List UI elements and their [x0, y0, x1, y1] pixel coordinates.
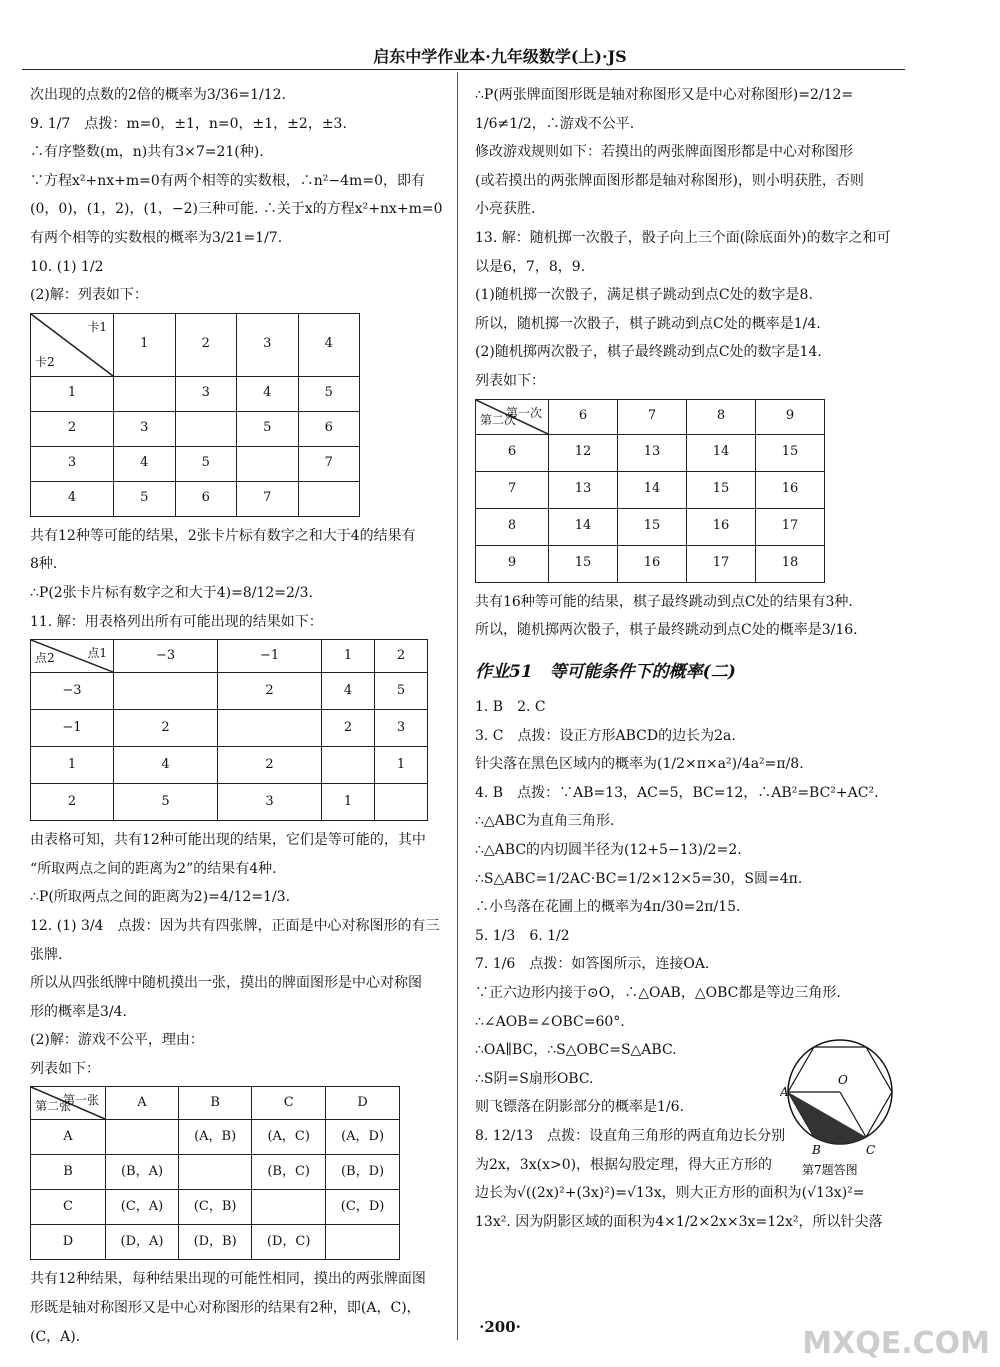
label-O: O — [838, 1073, 848, 1087]
header-cell: 2 — [375, 640, 428, 673]
table-cell — [114, 673, 218, 710]
label-B: B — [812, 1143, 821, 1157]
table-cell: 17 — [687, 545, 756, 582]
table-cell: 15 — [549, 545, 618, 582]
table-row — [476, 508, 825, 545]
text-line: (1)随机掷一次骰子，满足棋子跳动到点C处的数字是8. — [475, 287, 813, 304]
table-cell — [322, 747, 375, 784]
text-line: ∴S△ABC=1/2AC·BC=1/2×12×5=30，S圆=4π. — [475, 870, 803, 887]
header-cell: 1 — [114, 313, 176, 376]
text-line: ∴∠AOB=∠OBC=60°. — [475, 1013, 625, 1030]
text-line: 13x². 因为阴影区域的面积为4×1/2×2x×3x=12x²，所以针尖落 — [475, 1213, 883, 1230]
table-cell: 4 — [237, 376, 299, 411]
text-line: (0，0)，(1，2)，(1，−2)三种可能. ∴关于x的方程x²+nx+m=0 — [30, 201, 443, 218]
figure-7 — [780, 1032, 900, 1186]
table-cell: 9 — [476, 545, 549, 582]
table-cell: 5 — [175, 446, 237, 481]
table-cell: (B，A) — [106, 1155, 179, 1190]
table-cell: 16 — [618, 545, 687, 582]
text-line: ∴小鸟落在花圃上的概率为4π/30=2π/15. — [475, 899, 741, 916]
table-cell: (D，B) — [179, 1225, 252, 1260]
table-12-wrap — [30, 1086, 450, 1260]
header-cell: 1 — [322, 640, 375, 673]
table-cell — [375, 784, 428, 821]
text-line: 3. C 点拨：设正方形ABCD的边长为2a. — [475, 727, 736, 744]
table-cell: 17 — [756, 508, 825, 545]
text-line: 4. B 点拨：∵AB=13，AC=5，BC=12，∴AB²=BC²+AC². — [475, 784, 879, 801]
text-line: 小亮获胜. — [475, 201, 536, 218]
table-cell: 14 — [549, 508, 618, 545]
text-line: 形既是轴对称图形又是中心对称图形的结果有2种，即(A，C)， — [30, 1300, 421, 1317]
text-line: 8. 12/13 点拨：设直角三角形的两直角边长分别 — [475, 1127, 786, 1144]
table-cell: 3 — [114, 411, 176, 446]
table-cell — [252, 1190, 326, 1225]
table-cell: 3 — [375, 710, 428, 747]
text-line: 以是6，7，8，9. — [475, 258, 586, 275]
table-cell: 2 — [31, 411, 114, 446]
table-cell: 5 — [114, 784, 218, 821]
text-line: ∴S阴=S扇形OBC. — [475, 1070, 594, 1087]
table-cell: C — [31, 1190, 106, 1225]
text-line: 11. 解：用表格列出所有可能出现的结果如下： — [30, 613, 323, 630]
left-block-1 — [30, 82, 450, 309]
text-line: ∴OA∥BC，∴S△OBC=S△ABC. — [475, 1042, 677, 1059]
left-block-4 — [30, 1266, 450, 1350]
table-row — [31, 1120, 400, 1155]
table-cell: 15 — [756, 434, 825, 471]
text-line: 有两个相等的实数根的概率为3/21=1/7. — [30, 229, 283, 246]
text-line: 10. (1) 1/2 — [30, 258, 104, 275]
header-cell: 4 — [298, 313, 360, 376]
table-cell: (C，B) — [179, 1190, 252, 1225]
left-column — [30, 80, 450, 1352]
figure-caption: 第7题答图 — [802, 1163, 858, 1177]
hexagon-circle-figure — [780, 1032, 900, 1182]
page-number: ·200· — [479, 1318, 521, 1336]
table-t13 — [475, 399, 825, 583]
table-cell: (D，C) — [252, 1225, 326, 1260]
header-cell: B — [179, 1087, 252, 1120]
table-row — [31, 1190, 400, 1225]
header-rule — [22, 69, 905, 70]
table-row — [31, 784, 428, 821]
table-cell: D — [31, 1225, 106, 1260]
header-cell: 2 — [175, 313, 237, 376]
table-cell: 14 — [618, 471, 687, 508]
column-head-label: 第一次 — [505, 405, 542, 420]
text-line: ∴P(两张牌面图形既是轴对称图形又是中心对称图形)=2/12= — [475, 87, 854, 103]
text-line: 次出现的点数的2倍的概率为3/36=1/12. — [30, 87, 286, 103]
text-line: 形的概率是3/4. — [30, 1003, 127, 1020]
table-cell — [179, 1155, 252, 1190]
table-row — [31, 747, 428, 784]
table-cell — [114, 376, 176, 411]
text-line: 由表格可知，共有12种可能出现的结果，它们是等可能的，其中 — [30, 832, 426, 849]
row-head-label: 点2 — [35, 651, 55, 666]
table-cell — [237, 446, 299, 481]
table-row — [31, 1225, 400, 1260]
table-cell: 1 — [31, 747, 114, 784]
text-line: (2)解：列表如下： — [30, 287, 148, 304]
text-line: ∵正六边形内接于⊙O，∴△OAB，△OBC都是等边三角形. — [475, 984, 841, 1001]
table-row — [31, 673, 428, 710]
column-head-label: 第一张 — [62, 1093, 99, 1108]
text-line: (或若摸出的两张牌面图形都是轴对称图形)，则小明获胜，否则 — [475, 172, 864, 189]
table-cell: 6 — [476, 434, 549, 471]
text-line: 为2x，3x(x>0)，根据勾股定理，得大正方形的 — [475, 1156, 773, 1173]
diagonal-header-cell — [31, 640, 114, 673]
table-cell: 4 — [114, 446, 176, 481]
table-cell: 3 — [218, 784, 322, 821]
text-line: (2)解：游戏不公平，理由： — [30, 1032, 204, 1049]
table-cell: 4 — [114, 747, 218, 784]
table-cell: 6 — [298, 411, 360, 446]
table-cell — [218, 710, 322, 747]
table-cell: 5 — [375, 673, 428, 710]
table-cell: 13 — [549, 471, 618, 508]
table-cell: 12 — [549, 434, 618, 471]
left-block-3 — [30, 827, 450, 1082]
table-cell: 7 — [476, 471, 549, 508]
table-cell: 5 — [114, 481, 176, 516]
diagonal-header-cell — [31, 1087, 106, 1120]
table-13-wrap — [475, 399, 905, 583]
table-row — [31, 481, 360, 516]
row-head-label: 第二张 — [35, 1098, 72, 1113]
text-line: 5. 1/3 6. 1/2 — [475, 927, 570, 944]
table-cell: 14 — [687, 434, 756, 471]
table-cell: 2 — [114, 710, 218, 747]
table-cell: 16 — [687, 508, 756, 545]
table-row — [476, 545, 825, 582]
table-cell: 7 — [298, 446, 360, 481]
table-cell: 3 — [31, 446, 114, 481]
text-line: 列表如下： — [30, 1060, 100, 1077]
table-cell: 15 — [687, 471, 756, 508]
table-row — [31, 1155, 400, 1190]
table-cell: −3 — [31, 673, 114, 710]
table-t10 — [30, 313, 360, 517]
table-cell: (C，A) — [106, 1190, 179, 1225]
table-row — [476, 471, 825, 508]
row-head-label: 卡2 — [35, 354, 55, 369]
table-cell: (C，D) — [326, 1190, 400, 1225]
text-line: 所以，随机掷两次骰子，棋子最终跳动到点C处的概率是3/16. — [475, 622, 858, 639]
header-cell: 6 — [549, 399, 618, 434]
text-line: 1. B 2. C — [475, 699, 546, 716]
watermark: MXQE.COM — [802, 1326, 990, 1361]
header-cell: C — [252, 1087, 326, 1120]
text-line: (C，A). — [30, 1328, 81, 1345]
table-cell: 16 — [756, 471, 825, 508]
table-cell: A — [31, 1120, 106, 1155]
table-t12 — [30, 1086, 400, 1260]
table-cell: 4 — [322, 673, 375, 710]
table-cell — [175, 411, 237, 446]
section-title: 作业51 等可能条件下的概率(二) — [475, 661, 736, 682]
text-line: ∴P(所取两点之间的距离为2)=4/12=1/3. — [30, 889, 291, 906]
text-line: 13. 解：随机掷一次骰子，骰子向上三个面(除底面外)的数字之和可 — [475, 229, 891, 246]
table-cell: 5 — [237, 411, 299, 446]
text-line: 7. 1/6 点拨：如答图所示，连接OA. — [475, 956, 710, 973]
table-cell: (A，B) — [179, 1120, 252, 1155]
table-cell: 6 — [175, 481, 237, 516]
header-cell: D — [326, 1087, 400, 1120]
text-line: 8种. — [30, 556, 58, 573]
text-line: ∵方程x²+nx+m=0有两个相等的实数根，∴n²−4m=0，即有 — [30, 172, 425, 189]
table-cell: 2 — [218, 747, 322, 784]
table-row — [31, 446, 360, 481]
label-A: A — [780, 1085, 789, 1099]
table-cell: 1 — [375, 747, 428, 784]
text-line: ∴有序整数(m，n)共有3×7=21(种). — [30, 144, 264, 161]
header-cell: 8 — [687, 399, 756, 434]
table-10-wrap — [30, 313, 450, 517]
table-cell: 7 — [237, 481, 299, 516]
table-cell: 1 — [322, 784, 375, 821]
diagonal-header-cell — [31, 313, 114, 376]
text-line: 9. 1/7 点拨：m=0，±1，n=0，±1，±2，±3. — [30, 115, 347, 132]
header-cell: −1 — [218, 640, 322, 673]
text-line: 共有12种等可能的结果，2张卡片标有数字之和大于4的结果有 — [30, 527, 416, 544]
column-divider — [457, 72, 458, 1340]
text-line: 12. (1) 3/4 点拨：因为共有四张牌，正面是中心对称图形的有三 — [30, 917, 440, 934]
table-cell: 2 — [322, 710, 375, 747]
table-cell: 8 — [476, 508, 549, 545]
text-line: ∴△ABC为直角三角形. — [475, 813, 615, 830]
text-line: 1/6≠1/2，∴游戏不公平. — [475, 115, 635, 132]
table-cell: (B，C) — [252, 1155, 326, 1190]
row-head-label: 第二次 — [480, 412, 517, 427]
header-cell: −3 — [114, 640, 218, 673]
table-cell: (D，A) — [106, 1225, 179, 1260]
column-head-label: 卡1 — [87, 319, 107, 334]
text-line: 所以从四张纸牌中随机摸出一张，摸出的牌面图形是中心对称图 — [30, 975, 422, 992]
table-row — [31, 710, 428, 747]
table-cell: (B，D) — [326, 1155, 400, 1190]
table-cell: 13 — [618, 434, 687, 471]
text-line: (2)随机掷两次骰子，棋子最终跳动到点C处的数字是14. — [475, 344, 822, 361]
table-cell: 15 — [618, 508, 687, 545]
text-line: 所以，随机掷一次骰子，棋子跳动到点C处的概率是1/4. — [475, 315, 821, 332]
table-cell — [326, 1225, 400, 1260]
text-line: “所取两点之间的距离为2”的结果有4种. — [30, 860, 277, 877]
text-line: 修改游戏规则如下：若摸出的两张牌面图形都是中心对称图形 — [475, 144, 853, 161]
text-line: 边长为√((2x)²+(3x)²)=√13x，则大正方形的面积为(√13x)²= — [475, 1185, 865, 1202]
table-cell: 1 — [31, 376, 114, 411]
column-head-label: 点1 — [87, 646, 107, 661]
table-cell: 5 — [298, 376, 360, 411]
text-line: 针尖落在黑色区域内的概率为(1/2×π×a²)/4a²=π/8. — [475, 756, 804, 773]
table-cell — [106, 1120, 179, 1155]
text-line: 共有16种等可能的结果，棋子最终跳动到点C处的结果有3种. — [475, 593, 853, 610]
table-cell: B — [31, 1155, 106, 1190]
table-t11 — [30, 639, 428, 821]
table-cell: 18 — [756, 545, 825, 582]
left-block-2 — [30, 523, 450, 635]
table-cell — [298, 481, 360, 516]
table-cell: (A，C) — [252, 1120, 326, 1155]
header-cell: A — [106, 1087, 179, 1120]
table-11-wrap — [30, 639, 450, 821]
diagonal-header-cell — [476, 399, 549, 434]
right-block-2 — [475, 589, 905, 644]
text-line: 列表如下： — [475, 372, 545, 389]
header-cell: 3 — [237, 313, 299, 376]
table-cell: 3 — [175, 376, 237, 411]
label-C: C — [866, 1143, 876, 1157]
header-cell: 9 — [756, 399, 825, 434]
table-cell: 2 — [31, 784, 114, 821]
header-cell: 7 — [618, 399, 687, 434]
page-header: 启东中学作业本·九年级数学(上)·JS — [373, 47, 627, 66]
text-line: 共有12种结果，每种结果出现的可能性相同，摸出的两张牌面图 — [30, 1271, 426, 1288]
text-line: 张牌. — [30, 946, 63, 963]
table-cell: −1 — [31, 710, 114, 747]
text-line: ∴P(2张卡片标有数字之和大于4)=8/12=2/3. — [30, 584, 313, 601]
text-line: 则飞镖落在阴影部分的概率是1/6. — [475, 1099, 684, 1116]
table-cell: (A，D) — [326, 1120, 400, 1155]
table-cell: 4 — [31, 481, 114, 516]
table-row — [31, 376, 360, 411]
table-row — [31, 411, 360, 446]
right-block-1 — [475, 82, 905, 395]
table-cell: 2 — [218, 673, 322, 710]
table-row — [476, 434, 825, 471]
text-line: ∴△ABC的内切圆半径为(12+5−13)/2=2. — [475, 841, 742, 858]
